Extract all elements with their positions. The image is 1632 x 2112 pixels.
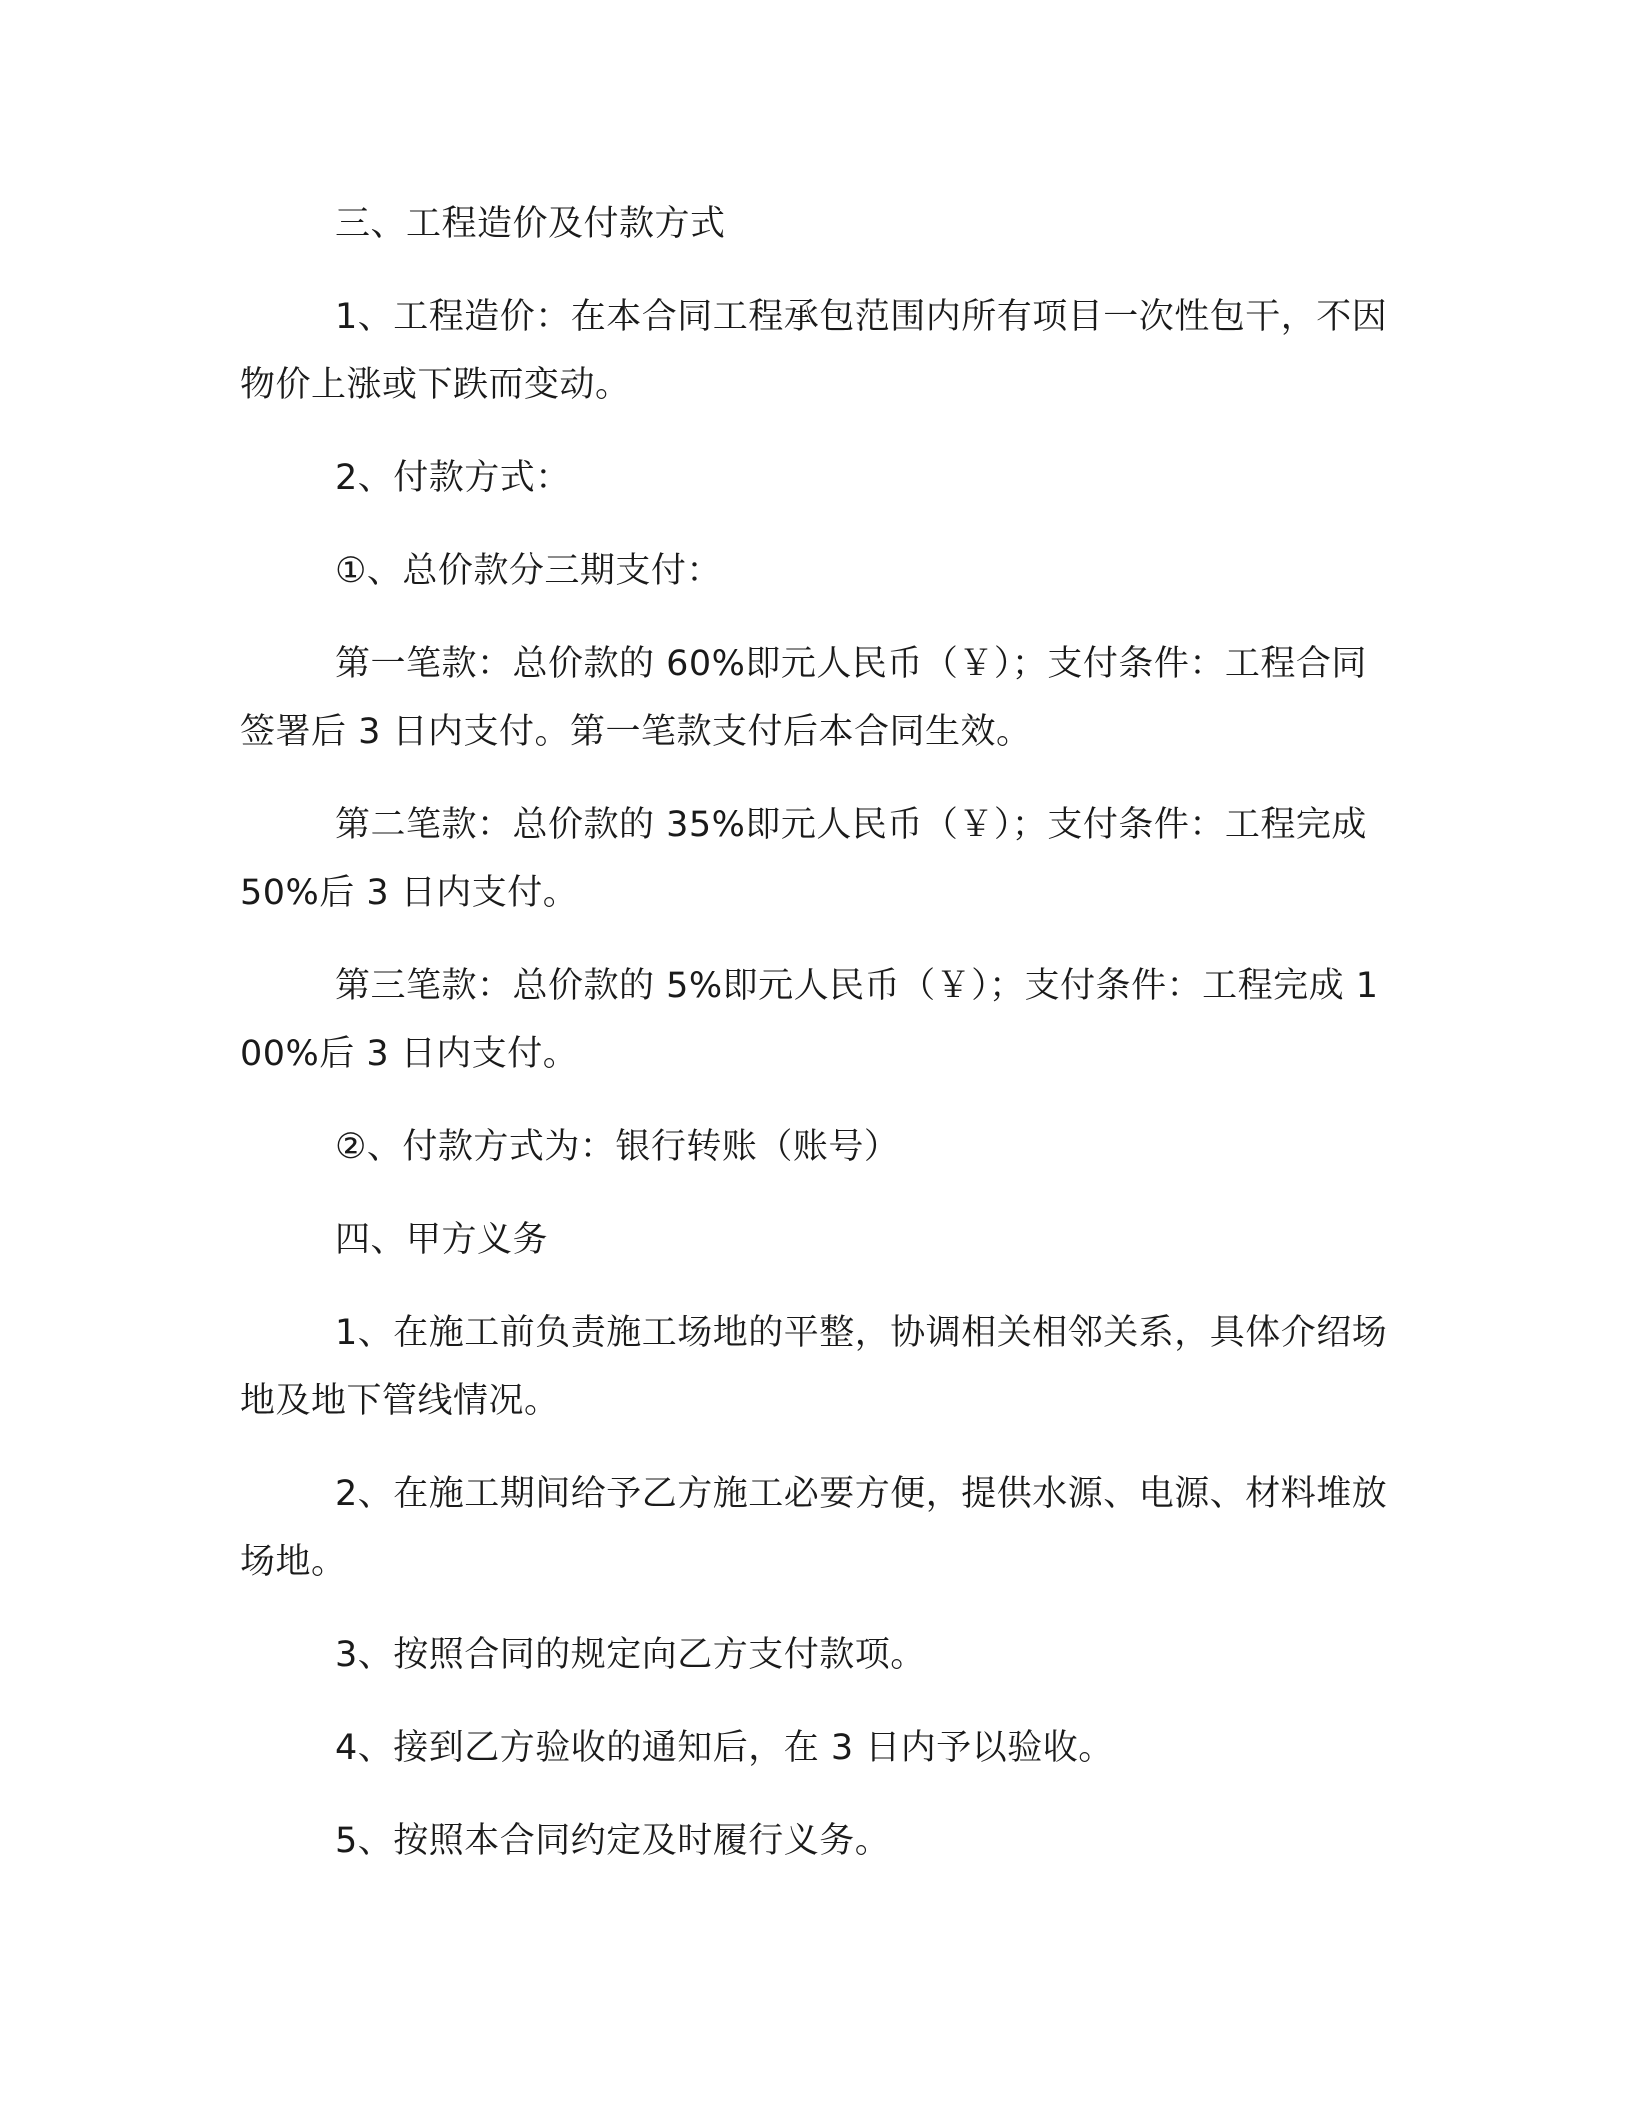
clause-first-payment: 第一笔款：总价款的 60%即元人民币（￥）；支付条件：工程合同签署后 3 日内支付。第一笔款支付后本合同生效。 [240, 644, 1367, 752]
clause-site-preparation: 1、在施工前负责施工场地的平整，协调相关相邻关系，具体介绍场地及地下管线情况。 [240, 1313, 1388, 1421]
clause-payment-method: 2、付款方式： [335, 458, 571, 498]
clause-pay-funds: 3、按照合同的规定向乙方支付款项。 [335, 1635, 926, 1675]
clause-project-cost: 1、工程造价：在本合同工程承包范围内所有项目一次性包干，不因物价上涨或下跌而变动。 [240, 297, 1388, 405]
clause-bank-transfer: ②、付款方式为：银行转账（账号） [335, 1127, 900, 1167]
clause-second-payment: 第二笔款：总价款的 35%即元人民币（￥）；支付条件：工程完成 50%后 3 日内支付。 [240, 805, 1367, 913]
clause-acceptance: 4、接到乙方验收的通知后，在 3 日内予以验收。 [335, 1728, 1114, 1768]
clause-installments: ①、总价款分三期支付： [335, 551, 722, 591]
clause-third-payment: 第三笔款：总价款的 5%即元人民币（￥）；支付条件：工程完成 100%后 3 日内支付。 [240, 966, 1379, 1074]
clause-construction-support: 2、在施工期间给予乙方施工必要方便，提供水源、电源、材料堆放场地。 [240, 1474, 1388, 1582]
section-heading-payment: 三、工程造价及付款方式 [335, 204, 726, 244]
document-body [240, 190, 1400, 1900]
section-heading-party-a: 四、甲方义务 [335, 1220, 549, 1260]
clause-fulfill-obligations: 5、按照本合同约定及时履行义务。 [335, 1821, 891, 1861]
